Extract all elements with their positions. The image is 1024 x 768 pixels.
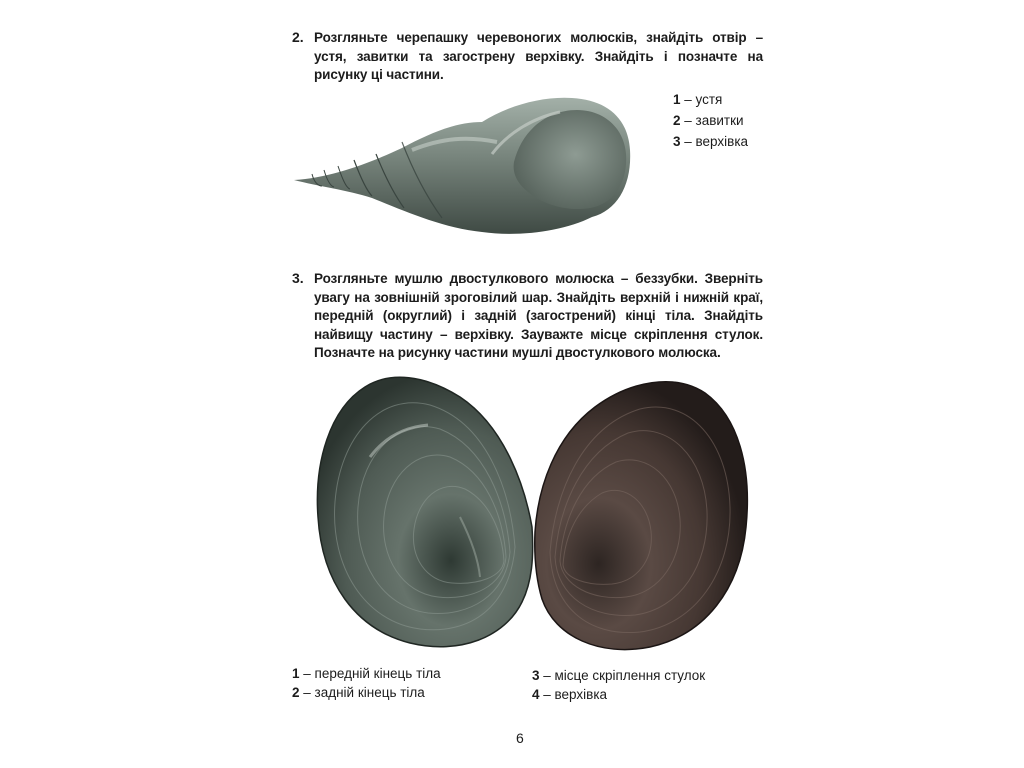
bivalve-legend-left	[292, 665, 441, 702]
task-2-number: 2.	[292, 29, 304, 45]
task-2-text: Розгляньте черепашку черевоногих молюсків, знайдіть отвір – устя, завитки та загострену верхівку. Знайдіть і позначте на рисунку ці частини.	[314, 30, 763, 83]
bivalve-legend-item: 1 – передній кінець тіла	[292, 666, 441, 681]
task-3-text: Розгляньте мушлю двостулкового молюска – беззубки. Зверніть увагу на зовнішній зроговілий шар. Знайдіть верхній і нижній краї, передній (округлий) і задній (загострений) кінці тіла. Знайдіть найвищу частину – верхівку. Зауважте місце скріплення стулок. Позначте на рисунку частини мушлі двостулкового молюска.	[314, 271, 763, 361]
page-number: 6	[516, 730, 524, 746]
snail-legend-item: 2 – завитки	[673, 113, 744, 128]
bivalve-legend-right	[532, 667, 705, 704]
bivalve-legend-item: 2 – задній кінець тіла	[292, 684, 425, 700]
snail-legend	[673, 89, 748, 152]
task-2	[292, 29, 762, 85]
bivalve-legend-item: 3 – місце скріплення стулок	[532, 668, 706, 683]
bivalve-legend-item: 4 – верхівка	[532, 686, 608, 702]
snail-legend-item: 3 – верхівка	[673, 134, 749, 149]
bivalve-shell-image	[310, 367, 755, 662]
task-3-number: 3.	[292, 270, 304, 286]
task-3	[292, 270, 762, 363]
snail-legend-item: 1 – устя	[673, 92, 723, 107]
snail-shell-image	[292, 92, 637, 257]
